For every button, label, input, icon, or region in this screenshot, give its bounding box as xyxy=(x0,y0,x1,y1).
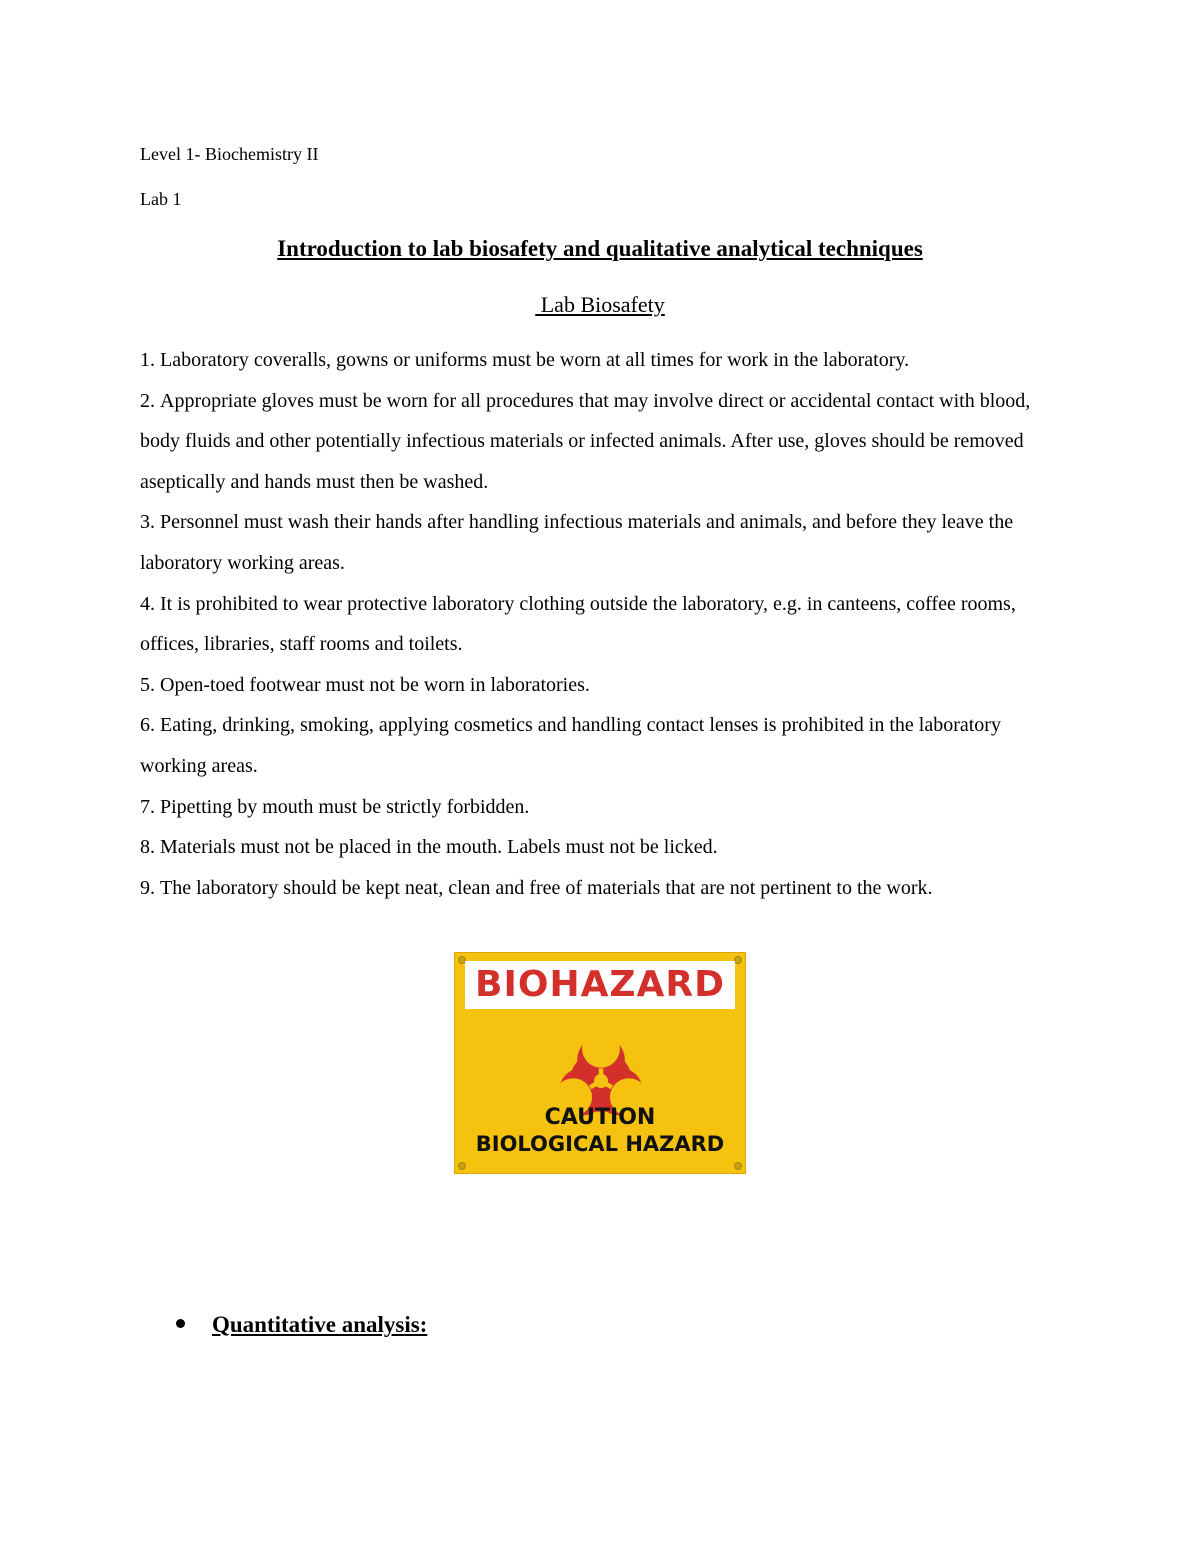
rule-number: 7. xyxy=(140,795,155,818)
section-title: Lab Biosafety xyxy=(535,292,665,317)
rule-text: Open-toed footwear must not be worn in laboratories. xyxy=(160,673,590,696)
rule-number: 6. xyxy=(140,714,155,737)
course-label: Level 1- Biochemistry II xyxy=(140,144,319,164)
rule-number: 5. xyxy=(140,673,155,696)
rule-item xyxy=(140,827,1065,868)
biohazard-sign-image xyxy=(454,952,746,1174)
rule-number: 3. xyxy=(140,511,155,534)
document-title: Introduction to lab biosafety and qualitative analytical techniques xyxy=(277,236,923,261)
screw-icon xyxy=(734,956,742,964)
rule-item xyxy=(140,340,1065,381)
rule-item xyxy=(140,502,1065,583)
rule-text: Eating, drinking, smoking, applying cosmetics and handling contact lenses is prohibited in the laboratory working areas. xyxy=(140,714,1001,777)
bullet-icon xyxy=(176,1319,185,1328)
rule-item xyxy=(140,665,1065,706)
rule-number: 4. xyxy=(140,592,155,615)
rule-number: 2. xyxy=(140,389,155,412)
sign-caution-text: CAUTION xyxy=(544,1105,656,1130)
rule-number: 9. xyxy=(140,876,155,899)
bullet-item xyxy=(176,1312,427,1338)
sign-header-text: BIOHAZARD xyxy=(465,961,735,1009)
rule-text: Laboratory coveralls, gowns or uniforms must be worn at all times for work in the laboratory. xyxy=(160,349,910,371)
screw-icon xyxy=(458,1162,466,1170)
rule-item xyxy=(140,705,1065,786)
rule-text: The laboratory should be kept neat, clean and free of materials that are not pertinent to the work. xyxy=(160,876,933,899)
rule-item xyxy=(140,787,1065,828)
rule-item xyxy=(140,584,1065,665)
sign-hazard-text: BIOLOGICAL HAZARD xyxy=(475,1132,725,1156)
rule-number: 8. xyxy=(140,836,155,859)
bullet-heading: Quantitative analysis: xyxy=(212,1312,428,1337)
rule-text: Appropriate gloves must be worn for all procedures that may involve direct or accidental contact with blood, body fluids and other potentially infectious materials or infected animals. After use, gloves should be removed aseptically and hands must then be washed. xyxy=(140,389,1031,493)
biosafety-rules-list xyxy=(140,340,1065,908)
rule-text: Personnel must wash their hands after handling infectious materials and animals, and before they leave the laboratory working areas. xyxy=(140,511,1014,574)
rule-text: Pipetting by mouth must be strictly forbidden. xyxy=(160,795,530,818)
screw-icon xyxy=(734,1162,742,1170)
rule-item xyxy=(140,868,1065,909)
rule-number: 1. xyxy=(140,349,155,371)
rule-text: Materials must not be placed in the mouth. Labels must not be licked. xyxy=(160,836,718,859)
rule-item xyxy=(140,381,1065,503)
lab-label: Lab 1 xyxy=(140,189,182,209)
rule-text: It is prohibited to wear protective laboratory clothing outside the laboratory, e.g. in canteens, coffee rooms, offices, libraries, staff rooms and toilets. xyxy=(140,592,1016,656)
